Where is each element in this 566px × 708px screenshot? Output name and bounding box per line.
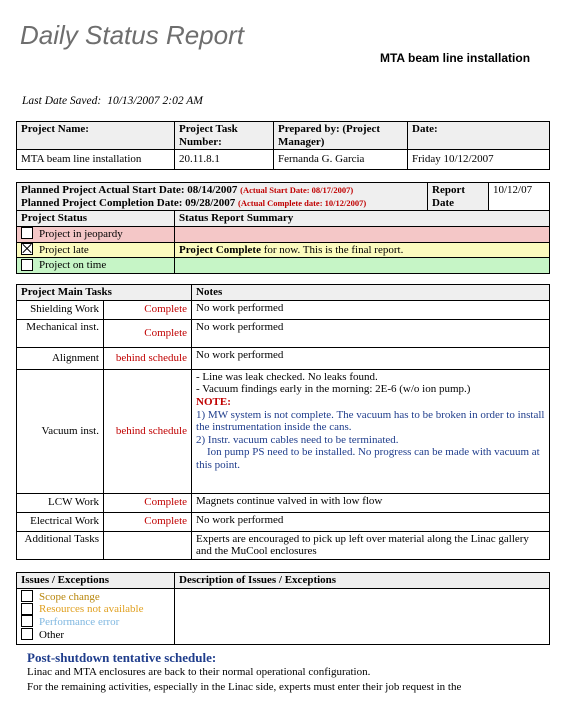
note-line: 2) Instr. vacuum cables need to be terminated. (196, 433, 399, 446)
task-number-value: 20.11.8.1 (175, 150, 274, 170)
task-name: LCW Work (17, 493, 104, 512)
prepared-by-value: Fernanda G. Garcia (274, 150, 408, 170)
checkbox-performance[interactable] (21, 615, 33, 627)
last-saved-value: 10/13/2007 2:02 AM (107, 95, 203, 107)
issue-label: Performance error (39, 615, 120, 628)
report-title: Daily Status Report (20, 20, 244, 50)
issue-label: Scope change (39, 590, 100, 603)
report-subtitle: MTA beam line installation (380, 51, 531, 65)
status-option-jeopardy[interactable] (17, 226, 175, 242)
task-status: behind schedule (104, 347, 192, 369)
note-heading: NOTE: (196, 395, 231, 408)
task-notes: Magnets continue valved in with low flow (192, 493, 550, 512)
task-status: Complete (104, 512, 192, 531)
header-project-name: Project Name: (17, 122, 175, 150)
project-info-table (16, 121, 550, 170)
issues-options (17, 588, 175, 644)
project-name-value: MTA beam line installation (17, 150, 175, 170)
note-line: 1) MW system is not complete. The vacuum has to be broken in order to install the instrumentation inside the cans. (196, 408, 545, 434)
checkbox-jeopardy[interactable] (21, 227, 33, 239)
note-line: Ion pump PS need to be installed. No progress can be made with vacuum at this point. (196, 446, 543, 472)
status-table (16, 182, 550, 274)
post-shutdown-line-2: For the remaining activities, especially in the Linac side, experts must enter their job request in the (27, 681, 462, 693)
notes-header: Notes (192, 285, 550, 301)
issues-header: Issues / Exceptions (17, 573, 175, 589)
date-value: Friday 10/12/2007 (408, 150, 550, 170)
issue-label: Resources not available (39, 603, 144, 616)
actual-start-note: (Actual Start Date: 08/17/2007) (240, 185, 354, 195)
status-option-label: Project on time (39, 259, 107, 272)
issue-label: Other (39, 628, 65, 641)
actual-start-label: Planned Project Actual Start Date: 08/14/2007 (21, 184, 238, 196)
summary-header: Status Report Summary (175, 211, 550, 227)
task-name: Electrical Work (17, 512, 104, 531)
checkbox-late-checked[interactable] (21, 243, 33, 255)
status-option-label: Project in jeopardy (39, 227, 123, 240)
task-notes: Experts are encouraged to pick up left over material along the Linac gallery and the MuCool enclosures (192, 531, 550, 559)
task-status: Complete (104, 300, 192, 319)
header-task-number: Project Task Number: (175, 122, 274, 150)
task-name: Alignment (17, 347, 104, 369)
task-status: Complete (104, 319, 192, 347)
completion-note: (Actual Complete date: 10/12/2007) (238, 197, 367, 208)
task-name: Additional Tasks (17, 531, 104, 559)
task-status (104, 531, 192, 559)
status-option-on-time[interactable] (17, 258, 175, 274)
issues-description-header: Description of Issues / Exceptions (175, 573, 550, 589)
task-status: Complete (104, 493, 192, 512)
header-date: Date: (408, 122, 550, 150)
status-option-late[interactable] (17, 242, 175, 258)
task-name: Shielding Work (17, 300, 104, 319)
project-status-header: Project Status (17, 211, 175, 227)
issues-description (175, 588, 550, 644)
task-name: Mechanical inst. (17, 319, 104, 347)
summary-rest: for now. This is the final report. (260, 243, 404, 256)
note-line: - Line was leak checked. No leaks found. (196, 370, 378, 383)
header-prepared-by: Prepared by: (Project Manager) (274, 122, 408, 150)
issue-option-performance[interactable] (21, 616, 170, 629)
post-shutdown-title: Post-shutdown tentative schedule: (27, 650, 217, 665)
issue-option-other[interactable] (21, 629, 170, 642)
checkbox-other[interactable] (21, 628, 33, 640)
summary-bold: Project Complete (179, 243, 261, 256)
task-notes-vacuum (192, 369, 550, 493)
report-date-label: Report Date (428, 183, 489, 211)
checkbox-on-time[interactable] (21, 259, 33, 271)
task-notes: No work performed (192, 347, 550, 369)
summary-text (175, 242, 550, 258)
note-line: - Vacuum findings early in the morning: 2E-6 (w/o ion pump.) (196, 383, 471, 396)
issue-option-scope[interactable] (21, 591, 170, 604)
tasks-header: Project Main Tasks (17, 285, 192, 301)
post-shutdown-line-1: Linac and MTA enclosures are back to their normal operational configuration. (27, 666, 371, 678)
checkbox-resources[interactable] (21, 603, 33, 615)
task-notes: No work performed (192, 512, 550, 531)
last-saved (22, 95, 209, 107)
last-saved-label: Last Date Saved: (22, 95, 102, 107)
status-option-label: Project late (39, 243, 89, 256)
task-notes: No work performed (192, 300, 550, 319)
schedule-dates (17, 183, 428, 211)
report-date-value: 10/12/07 (489, 183, 550, 211)
task-status: behind schedule (104, 369, 192, 493)
summary-cell-1 (175, 226, 550, 242)
issue-option-resources[interactable] (21, 603, 170, 616)
completion-label: Planned Project Completion Date: 09/28/2007 (21, 196, 236, 209)
tasks-table (16, 284, 550, 560)
checkbox-scope[interactable] (21, 590, 33, 602)
issues-table (16, 572, 550, 645)
summary-cell-3 (175, 258, 550, 274)
task-name: Vacuum inst. (17, 369, 104, 493)
task-notes: No work performed (192, 319, 550, 347)
